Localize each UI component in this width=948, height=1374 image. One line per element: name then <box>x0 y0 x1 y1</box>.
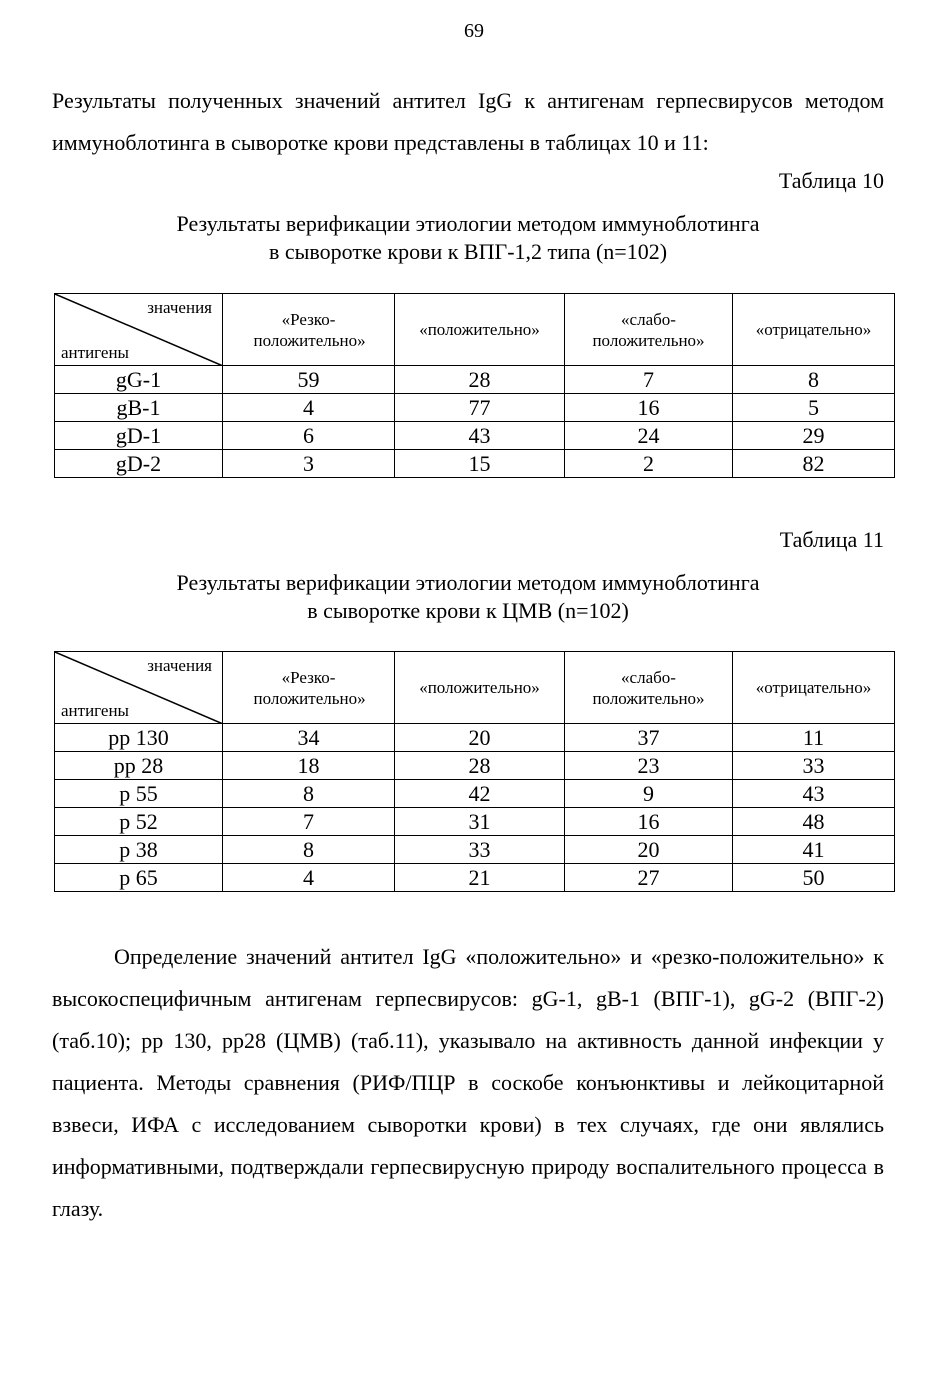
table11-header-positive: «положительно» <box>395 652 565 724</box>
table11-header-negative: «отрицательно» <box>733 652 895 724</box>
table10-header-negative: «отрицательно» <box>733 294 895 366</box>
value-cell: 42 <box>395 780 565 808</box>
table10-caption <box>52 210 884 266</box>
value-cell: 11 <box>733 724 895 752</box>
antigen-cell: gD-2 <box>55 450 223 478</box>
value-cell: 7 <box>565 366 733 394</box>
value-cell: 77 <box>395 394 565 422</box>
value-cell: 21 <box>395 864 565 892</box>
value-cell: 5 <box>733 394 895 422</box>
table11-label: Таблица 11 <box>779 527 884 552</box>
value-cell: 20 <box>565 836 733 864</box>
page-number: 69 <box>464 20 484 42</box>
value-cell: 41 <box>733 836 895 864</box>
corner-label-values: значения <box>147 656 212 675</box>
value-cell: 16 <box>565 808 733 836</box>
value-cell: 28 <box>395 366 565 394</box>
value-cell: 27 <box>565 864 733 892</box>
table11-caption <box>52 569 884 625</box>
value-cell: 43 <box>733 780 895 808</box>
table10-corner-cell <box>55 294 223 366</box>
value-cell: 4 <box>223 394 395 422</box>
value-cell: 34 <box>223 724 395 752</box>
value-cell: 33 <box>733 752 895 780</box>
corner-label-antigens: антигены <box>61 343 129 362</box>
value-cell: 59 <box>223 366 395 394</box>
table-row <box>55 808 895 836</box>
table10-header-positive: «положительно» <box>395 294 565 366</box>
table10 <box>54 293 895 478</box>
antigen-cell: p 38 <box>55 836 223 864</box>
table-row <box>55 394 895 422</box>
value-cell: 8 <box>223 780 395 808</box>
corner-label-antigens: антигены <box>61 701 129 720</box>
value-cell: 50 <box>733 864 895 892</box>
table-row <box>55 366 895 394</box>
table10-header-weakly-positive: «слабо-положительно» <box>565 294 733 366</box>
table-row <box>55 450 895 478</box>
intro-paragraph: Результаты полученных значений антител IgG к антигенам герпесвирусов методом иммуноблотинга в сыворотке крови представлены в таблицах 10 и 11: <box>52 88 884 155</box>
value-cell: 33 <box>395 836 565 864</box>
antigen-cell: gD-1 <box>55 422 223 450</box>
table-row <box>55 864 895 892</box>
value-cell: 6 <box>223 422 395 450</box>
value-cell: 8 <box>223 836 395 864</box>
value-cell: 24 <box>565 422 733 450</box>
value-cell: 29 <box>733 422 895 450</box>
value-cell: 7 <box>223 808 395 836</box>
value-cell: 82 <box>733 450 895 478</box>
antigen-cell: pp 28 <box>55 752 223 780</box>
antigen-cell: gG-1 <box>55 366 223 394</box>
corner-label-values: значения <box>147 298 212 317</box>
table10-label: Таблица 10 <box>778 168 884 193</box>
value-cell: 2 <box>565 450 733 478</box>
table11-caption-line2: в сыворотке крови к ЦМВ (n=102) <box>307 598 629 623</box>
table11 <box>54 651 895 892</box>
value-cell: 37 <box>565 724 733 752</box>
antigen-cell: p 65 <box>55 864 223 892</box>
value-cell: 4 <box>223 864 395 892</box>
value-cell: 3 <box>223 450 395 478</box>
table-row <box>55 836 895 864</box>
table11-caption-line1: Результаты верификации этиологии методом иммуноблотинга <box>176 570 760 595</box>
table10-caption-line2: в сыворотке крови к ВПГ-1,2 типа (n=102) <box>268 239 668 264</box>
value-cell: 9 <box>565 780 733 808</box>
value-cell: 23 <box>565 752 733 780</box>
value-cell: 18 <box>223 752 395 780</box>
value-cell: 28 <box>395 752 565 780</box>
value-cell: 16 <box>565 394 733 422</box>
conclusion-paragraph: Определение значений антител IgG «положительно» и «резко-положительно» к высокоспецифичным антигенам герпесвирусов: gG-1, gB-1 (ВПГ-1), gG-2 (ВПГ-2) (таб.10); pp 130, pp28 (ЦМВ) (таб.11), указывало на активность данной инфекции у пациента. Методы сравнения (РИФ/ПЦР в соскобе конъюнктивы и лейкоцитарной взвеси, ИФА с исследованием сыворотки крови) в тех случаях, где они являлись информативными, подтверждали герпесвирусную природу воспалительного процесса в глазу. <box>52 944 884 1221</box>
antigen-cell: p 55 <box>55 780 223 808</box>
value-cell: 8 <box>733 366 895 394</box>
table10-caption-line1: Результаты верификации этиологии методом иммуноблотинга <box>176 211 760 236</box>
table-row <box>55 422 895 450</box>
value-cell: 48 <box>733 808 895 836</box>
antigen-cell: p 52 <box>55 808 223 836</box>
value-cell: 20 <box>395 724 565 752</box>
table11-corner-cell <box>55 652 223 724</box>
table-row <box>55 780 895 808</box>
table11-header-weakly-positive: «слабо-положительно» <box>565 652 733 724</box>
value-cell: 43 <box>395 422 565 450</box>
value-cell: 31 <box>395 808 565 836</box>
table-row <box>55 724 895 752</box>
table10-header-sharply-positive: «Резко-положительно» <box>223 294 395 366</box>
table-row <box>55 752 895 780</box>
antigen-cell: pp 130 <box>55 724 223 752</box>
value-cell: 15 <box>395 450 565 478</box>
table11-header-sharply-positive: «Резко-положительно» <box>223 652 395 724</box>
antigen-cell: gB-1 <box>55 394 223 422</box>
